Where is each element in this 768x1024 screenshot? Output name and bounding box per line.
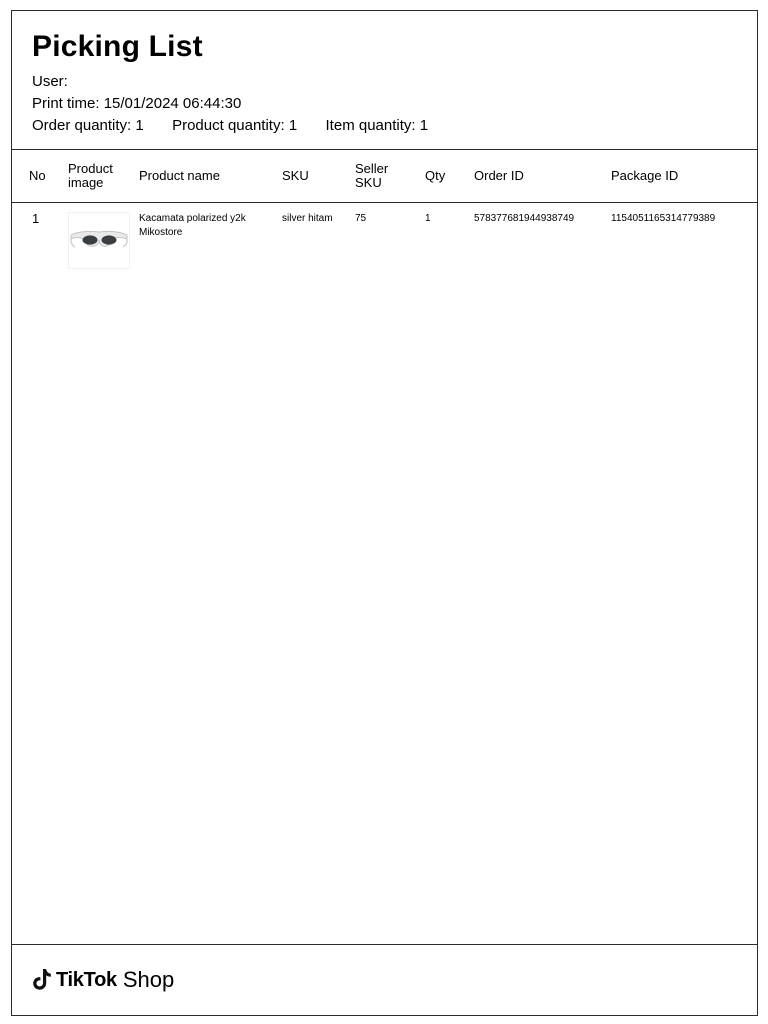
brand-shop-text: Shop: [122, 967, 175, 992]
tiktok-shop-logo: [32, 964, 174, 996]
product-quantity-label: Product quantity:: [172, 117, 285, 134]
row-product-name: [139, 212, 246, 240]
product-name-line1: Kacamata polarized y2k: [139, 213, 246, 224]
table-header-row: [12, 150, 757, 203]
product-quantity-value: 1: [288, 117, 298, 134]
product-name-line2: Mikostore: [139, 227, 183, 238]
column-header-seller-sku-line1: Seller: [355, 161, 389, 176]
product-quantity: [172, 117, 297, 134]
row-package-id: 1154051165314779389: [611, 213, 716, 224]
column-header-product-name: Product name: [139, 168, 220, 183]
order-quantity-value: 1: [135, 117, 144, 134]
order-quantity: [32, 117, 144, 134]
column-header-package-id: Package ID: [611, 168, 679, 183]
column-header-product-image-line1: Product: [68, 161, 113, 176]
row-no: 1: [32, 211, 40, 226]
order-quantity-label: Order quantity:: [32, 117, 132, 134]
column-header-order-id: Order ID: [474, 168, 524, 183]
document-header: [12, 11, 757, 150]
product-image: [68, 212, 130, 269]
print-time-line: [32, 95, 241, 112]
column-header-seller-sku-line2: SKU: [355, 175, 382, 190]
column-header-qty: Qty: [425, 168, 446, 183]
sunglasses-icon: [69, 213, 129, 268]
row-qty: 1: [425, 213, 431, 224]
table-row: [12, 203, 757, 273]
user-label: User:: [32, 73, 68, 90]
quantity-summary: [32, 117, 428, 134]
footer-divider: [12, 944, 757, 945]
item-quantity: [326, 117, 429, 134]
row-order-id: 578377681944938749: [474, 213, 575, 224]
column-header-no: No: [29, 168, 46, 183]
row-seller-sku: 75: [355, 213, 367, 224]
item-quantity-value: 1: [419, 117, 429, 134]
column-header-product-image: [68, 162, 113, 190]
print-time-label: Print time:: [32, 95, 100, 112]
column-header-product-image-line2: image: [68, 175, 104, 190]
tiktok-note-icon: [32, 968, 52, 992]
picking-list-sheet: [11, 10, 758, 1016]
column-header-sku: SKU: [282, 168, 309, 183]
row-sku: silver hitam: [282, 213, 333, 224]
user-line: [32, 73, 68, 90]
brand-tiktok-text: TikTok: [56, 968, 117, 991]
item-quantity-label: Item quantity:: [325, 117, 416, 134]
print-time-value: 15/01/2024 06:44:30: [103, 95, 242, 112]
column-header-seller-sku: [355, 162, 388, 190]
page-title: Picking List: [32, 30, 203, 63]
